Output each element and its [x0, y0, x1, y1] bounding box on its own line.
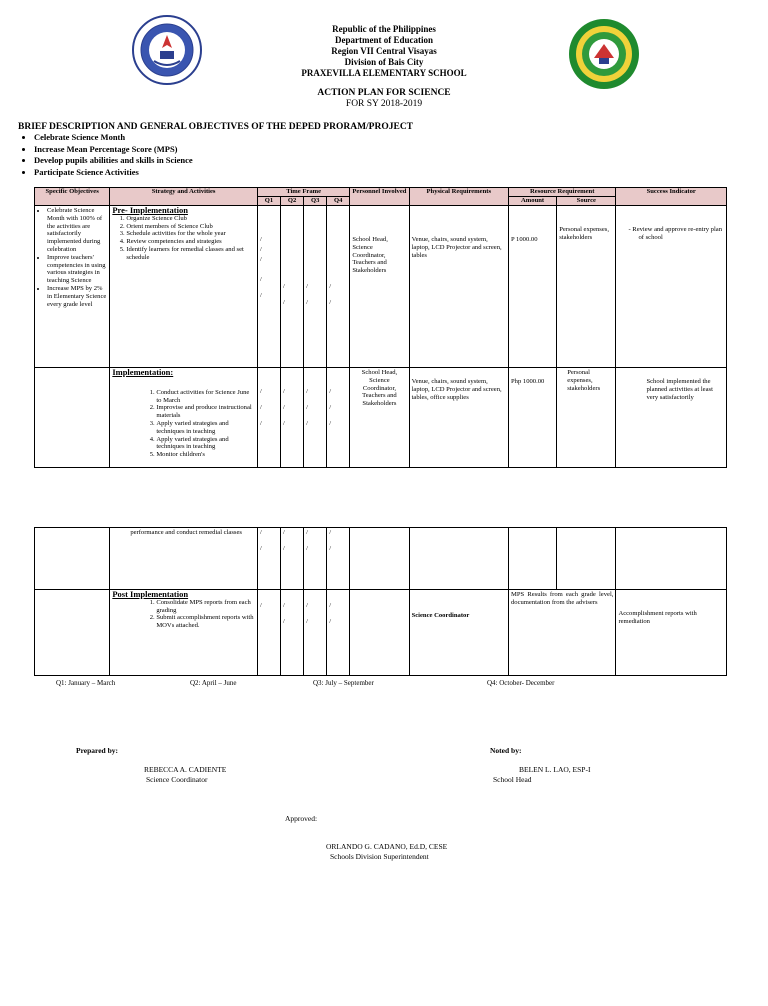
activity-item: 2. Orient members of Science Club	[126, 223, 255, 231]
table-row	[35, 206, 727, 368]
q2-cell	[281, 528, 304, 590]
amount-cell: MPS Results from each grade level, documentation from the advisers	[508, 590, 615, 676]
header-division: Division of Bais City	[344, 57, 424, 67]
noted-by-name: BELEN L. LAO, ESP-I	[519, 765, 591, 774]
success-dash: -	[628, 226, 633, 233]
success-indicator: Review and approve re-entry plan of school	[632, 226, 723, 241]
time-mark: /	[259, 246, 262, 253]
noted-by-label: Noted by:	[490, 746, 522, 755]
approved-by-name: ORLANDO G. CADANO, Ed.D, CESE	[326, 842, 448, 851]
q4-cell	[327, 368, 350, 468]
time-mark: /	[259, 292, 262, 299]
time-mark: /	[306, 420, 308, 427]
phase-label: Implementation:	[112, 367, 174, 377]
header-q4: Q4	[327, 197, 350, 206]
header-resource: Resource Requirement	[508, 188, 615, 197]
approved-label: Approved:	[285, 814, 318, 823]
q4-cell	[327, 206, 350, 368]
time-mark: /	[283, 618, 285, 625]
activity-item: 5. Identify learners for remedial classes and set schedule	[126, 246, 255, 262]
success-cell: Accomplishment reports with remediation	[616, 590, 727, 676]
header-country: Republic of the Philippines	[332, 24, 436, 34]
time-mark: /	[306, 388, 308, 395]
specific-objective: • Celebrate Science Month with 100% of the activities are satisfactorily implemented during celebration	[47, 207, 107, 254]
activity-item: 2. Improvise and produce instructional materials	[156, 404, 255, 420]
phase-label: Pre- Implementation	[112, 205, 188, 215]
objective-item: • Participate Science Activities	[34, 167, 193, 179]
q2-cell	[281, 206, 304, 368]
header-department: Department of Education	[335, 35, 433, 45]
quarter-legend-q2: Q2: April – June	[190, 679, 237, 687]
time-mark: /	[329, 420, 332, 427]
approved-by-title: Schools Division Superintendent	[330, 852, 429, 861]
header-specific-objectives: Specific Objectives	[35, 188, 110, 206]
activity-item: 4. Apply varied strategies and techniques in teaching	[156, 436, 255, 452]
time-mark: /	[283, 388, 285, 395]
q3-cell	[304, 590, 327, 676]
header-region: Region VII Central Visayas	[331, 46, 437, 56]
time-mark: /	[329, 618, 332, 625]
general-objectives-list	[20, 132, 193, 178]
header-personnel: Personnel Involved	[350, 188, 409, 206]
time-mark: /	[306, 283, 308, 290]
time-mark: /	[329, 529, 332, 536]
activity-item: 5. Monitor children's	[156, 451, 255, 459]
time-mark: /	[259, 545, 262, 552]
success-cell: School implemented the planned activities at least very satisfactorily	[616, 368, 727, 468]
activity-item: 2. Submit accomplishment reports with MOVs attached.	[156, 614, 255, 630]
objective-item: • Celebrate Science Month	[34, 132, 193, 144]
time-mark: /	[283, 283, 285, 290]
success-cell	[616, 528, 727, 590]
source-cell: Personal expenses, stakeholders	[557, 206, 616, 368]
strategy-cell	[110, 368, 258, 468]
objective-item: • Develop pupils abilities and skills in Science	[34, 155, 193, 167]
time-mark: /	[306, 618, 308, 625]
time-mark: /	[306, 299, 308, 306]
q3-cell	[304, 206, 327, 368]
q1-cell	[257, 528, 280, 590]
document-title: ACTION PLAN FOR SCIENCE	[317, 88, 451, 98]
time-mark: /	[259, 529, 262, 536]
specific-objectives-cell	[35, 206, 110, 368]
header-source: Source	[557, 197, 616, 206]
q2-cell	[281, 368, 304, 468]
time-mark: /	[259, 404, 262, 411]
header-strategy: Strategy and Activities	[110, 188, 258, 206]
q3-cell	[304, 368, 327, 468]
time-mark: /	[329, 299, 332, 306]
time-mark: /	[283, 602, 285, 609]
prepared-by-title: Science Coordinator	[146, 775, 208, 784]
header-time-frame: Time Frame	[257, 188, 349, 197]
time-mark: /	[259, 236, 262, 243]
specific-objective: • Increase MPS by 2% in Elementary Science every grade level	[47, 285, 107, 308]
q1-cell	[257, 206, 280, 368]
table-row	[35, 368, 727, 468]
table-row	[35, 590, 727, 676]
strategy-cell	[110, 590, 258, 676]
document-header	[0, 24, 768, 79]
time-mark: /	[259, 276, 262, 283]
header-q2: Q2	[281, 197, 304, 206]
objective-item: • Increase Mean Percentage Score (MPS)	[34, 144, 193, 156]
physical-cell: Venue, chairs, sound system, laptop, LCD Projector and screen, tables, office supplies	[409, 368, 508, 468]
time-mark: /	[329, 545, 332, 552]
specific-objective: • Improve teachers' competencies in using various strategies in teaching Science	[47, 254, 107, 285]
header-q1: Q1	[257, 197, 280, 206]
noted-by-title: School Head	[493, 775, 532, 784]
q3-cell	[304, 528, 327, 590]
strategy-cell	[110, 528, 258, 590]
time-mark: /	[283, 420, 285, 427]
time-mark: /	[306, 602, 308, 609]
amount-cell	[508, 528, 556, 590]
quarter-legend-q1: Q1: January – March	[56, 679, 116, 687]
time-mark: /	[306, 404, 308, 411]
physical-cell	[409, 528, 508, 590]
phase-label: Post Implementation	[112, 589, 189, 599]
time-mark: /	[329, 602, 332, 609]
time-mark: /	[329, 388, 332, 395]
time-mark: /	[259, 420, 262, 427]
quarter-legend-q3: Q3: July – September	[313, 679, 374, 687]
header-school: PRAXEVILLA ELEMENTARY SCHOOL	[301, 68, 467, 78]
personnel-cell	[350, 590, 409, 676]
q4-cell	[327, 528, 350, 590]
section-title: BRIEF DESCRIPTION AND GENERAL OBJECTIVES OF THE DEPED PRORAM/PROJECT	[18, 122, 414, 132]
q1-cell	[257, 590, 280, 676]
activity-item: 3. Apply varied strategies and techniques in teaching	[156, 420, 255, 436]
specific-objectives-cell	[35, 368, 110, 468]
activity-item: 1. Organize Science Club	[126, 215, 255, 223]
time-mark: /	[259, 256, 262, 263]
table-row	[35, 528, 727, 590]
time-mark: /	[329, 404, 332, 411]
amount-cell: P 1000.00	[508, 206, 556, 368]
strategy-cell	[110, 206, 258, 368]
header-success: Success Indicator	[616, 188, 727, 206]
amount-cell: Php 1000.00	[508, 368, 556, 468]
school-year: FOR SY 2018-2019	[345, 99, 423, 109]
activity-continued: performance and conduct remedial classes	[130, 529, 242, 536]
quarter-legend-q4: Q4: October- December	[487, 679, 555, 687]
action-plan-table	[34, 187, 727, 468]
physical-cell: Venue, chairs, sound system, laptop, LCD Projector and screen, tables	[409, 206, 508, 368]
activity-item: 3. Schedule activities for the whole year	[126, 230, 255, 238]
document-title-block	[0, 88, 768, 110]
time-mark: /	[306, 529, 308, 536]
q4-cell	[327, 590, 350, 676]
q2-cell	[281, 590, 304, 676]
personnel-cell	[350, 528, 409, 590]
time-mark: /	[306, 545, 308, 552]
action-plan-table-continued	[34, 527, 727, 676]
time-mark: /	[329, 283, 332, 290]
prepared-by-label: Prepared by:	[76, 746, 119, 755]
header-q3: Q3	[304, 197, 327, 206]
activity-item: 4. Review competencies and strategies	[126, 238, 255, 246]
personnel-cell: Science Coordinator	[409, 590, 508, 676]
prepared-by-name: REBECCA A. CADIENTE	[144, 765, 227, 774]
personnel-cell: School Head, Science Coordinator, Teachers and Stakeholders	[350, 206, 409, 368]
activity-item: 1. Conduct activities for Science June to March	[156, 389, 255, 405]
time-mark: /	[283, 529, 285, 536]
time-mark: /	[259, 388, 262, 395]
time-mark: /	[283, 545, 285, 552]
activity-item: 1. Consolidate MPS reports from each grading	[156, 599, 255, 615]
source-cell: Personal expenses, stakeholders	[557, 368, 616, 468]
header-physical: Physical Requirements	[409, 188, 508, 206]
time-mark: /	[259, 602, 262, 609]
header-amount: Amount	[508, 197, 556, 206]
time-mark: /	[283, 299, 285, 306]
time-mark: /	[283, 404, 285, 411]
specific-objectives-cell	[35, 528, 110, 590]
source-cell	[557, 528, 616, 590]
q1-cell	[257, 368, 280, 468]
personnel-cell: School Head, Science Coordinator, Teachers and Stakeholders	[350, 368, 409, 468]
success-cell	[616, 206, 727, 368]
specific-objectives-cell	[35, 590, 110, 676]
